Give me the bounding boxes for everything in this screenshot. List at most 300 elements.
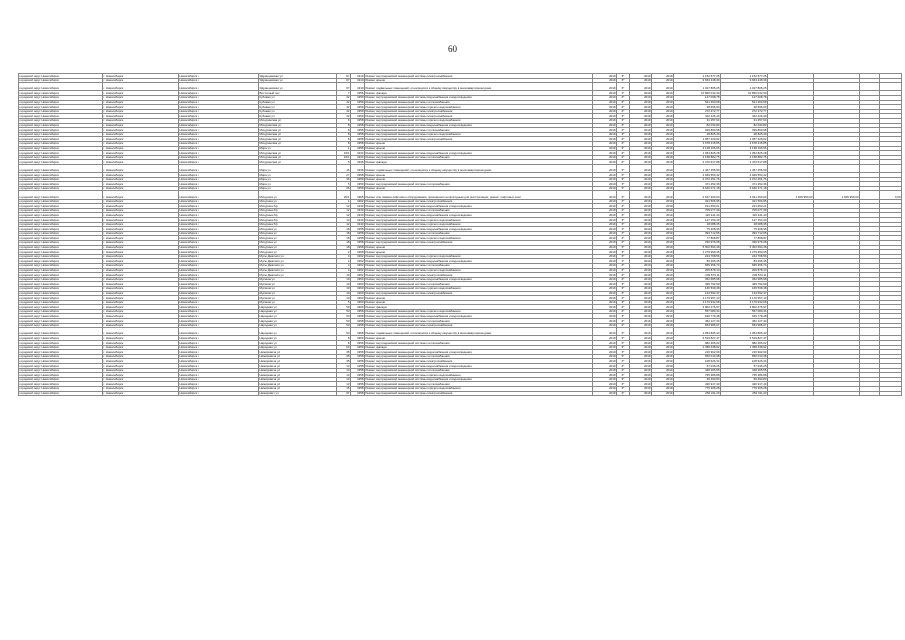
table-cell: городской округ Новосибирск	[19, 160, 103, 165]
table-cell: Мичурина ул	[259, 236, 337, 241]
table-cell: 4 138 106,66	[721, 146, 768, 151]
table-cell: Новосибирск г	[179, 263, 259, 268]
table-cell: 6 640 271,18	[721, 186, 768, 191]
table-cell: 2019	[652, 314, 674, 319]
table-cell: 6*	[617, 218, 630, 223]
table-cell: 2	[337, 250, 351, 255]
table-cell: 6*	[617, 305, 630, 310]
table-cell: Немировича ул	[259, 382, 337, 387]
table-cell: 1 054 805,43	[721, 328, 768, 336]
table-cell: 1958	[351, 123, 365, 128]
table-cell: 2019	[630, 141, 652, 146]
table-cell: 6*	[617, 118, 630, 123]
table-cell: 2019	[652, 213, 674, 218]
table-cell: 2019	[593, 236, 617, 241]
table-cell: 2019	[593, 182, 617, 187]
table-cell: г. Новосибирск	[103, 336, 179, 341]
table-cell	[860, 164, 880, 172]
table-cell: г. Новосибирск	[103, 345, 179, 350]
table-cell: 2019	[593, 78, 617, 83]
table-cell: 779 305,28	[674, 386, 721, 391]
table-cell: г. Новосибирск	[103, 146, 179, 151]
table-cell: 1958	[351, 377, 365, 382]
table-cell: 1 054 825,28	[674, 151, 721, 156]
table-cell: Ядринцевская ул	[259, 83, 337, 91]
table-cell: Новосибирск г	[179, 386, 259, 391]
table-cell: 2019	[593, 74, 617, 79]
table-cell: 1960	[351, 291, 365, 296]
table-cell: г. Новосибирск	[103, 231, 179, 236]
table-cell: 134 592,47	[721, 291, 768, 296]
table-cell: 6*	[617, 109, 630, 114]
table-cell: 1962	[351, 263, 365, 268]
table-cell: 127 154,40	[721, 218, 768, 223]
table-cell: 1959	[351, 109, 365, 114]
table-cell: Ремонт внутридомовой инженерной системы теплоснабжения	[365, 382, 593, 387]
table-cell: 471 252,36	[721, 182, 768, 187]
table-cell: Ремонт внутридомовой инженерной системы электроснабжения	[365, 199, 593, 204]
table-cell: городской округ Новосибирск	[19, 222, 103, 227]
table-cell: 69 493,83	[721, 377, 768, 382]
table-cell: 127 154,40	[674, 218, 721, 223]
table-cell: Мичурина б/р	[259, 213, 337, 218]
table-cell: 765 386,88	[674, 373, 721, 378]
table-cell: г. Новосибирск	[103, 328, 179, 336]
table-cell: 42	[337, 95, 351, 100]
table-cell: 2019	[652, 222, 674, 227]
table-cell: 1	[337, 146, 351, 151]
table-cell: 6*	[617, 250, 630, 255]
table-cell: 3 802 476,97	[674, 305, 721, 310]
table-cell: 2019	[593, 173, 617, 178]
table-cell: 35	[337, 359, 351, 364]
table-cell: г. Новосибирск	[103, 141, 179, 146]
table-cell: 1960	[351, 336, 365, 341]
table-cell: 2019	[593, 137, 617, 142]
table-cell: 1910	[351, 83, 365, 91]
table-cell: Новосибирск г	[179, 291, 259, 296]
table-cell: 272 472,77	[721, 109, 768, 114]
table-cell: 18	[337, 245, 351, 250]
table-cell: 2019	[652, 240, 674, 245]
table-cell: 2019	[593, 199, 617, 204]
table-cell: Ремонт внутридомовой инженерной системы водоснабжения и водоотведения	[365, 377, 593, 382]
table-cell: Мира ул	[259, 173, 337, 178]
table-cell: Новосибирск г	[179, 245, 259, 250]
table-cell: 2019	[652, 78, 674, 83]
table-cell: Новосибирск г	[179, 231, 259, 236]
table-cell: 6*	[617, 227, 630, 232]
table-cell: 2019	[630, 91, 652, 96]
table-cell: 1960	[351, 282, 365, 287]
table-cell: 6*	[617, 155, 630, 160]
table-cell: городской округ Новосибирск	[19, 199, 103, 204]
table-cell: 2019	[652, 137, 674, 142]
table-cell	[768, 83, 814, 91]
table-cell: 6*	[617, 236, 630, 241]
table-cell: 7	[337, 91, 351, 96]
table-cell: г. Новосибирск	[103, 314, 179, 319]
table-cell: 2019	[630, 222, 652, 227]
table-cell: 2019	[593, 336, 617, 341]
table-cell: 6*	[617, 323, 630, 328]
table-cell: Ремонт подвальных помещений, относящихся к общему имуществу в многоквартирном доме	[365, 164, 593, 172]
table-cell: 42	[337, 109, 351, 114]
table-cell	[880, 328, 902, 336]
table-cell: 2019	[652, 300, 674, 305]
table-cell: 42	[337, 114, 351, 119]
table-cell: 2019	[593, 300, 617, 305]
table-cell: 166 539,48	[721, 286, 768, 291]
table-cell: 2019	[652, 286, 674, 291]
table-cell: 393 712,65	[721, 231, 768, 236]
table-cell: Мичурина б/р	[259, 204, 337, 209]
table-cell: 2019	[652, 132, 674, 137]
table-cell: г. Новосибирск	[103, 227, 179, 232]
table-cell: 2019	[593, 305, 617, 310]
table-cell: Ремонт внутридомовой инженерной системы электроснабжения	[365, 391, 593, 396]
table-cell: 557 080,34	[721, 309, 768, 314]
table-cell: 2019	[630, 328, 652, 336]
table-cell: 2019	[630, 236, 652, 241]
table-cell: 2019	[593, 386, 617, 391]
table-cell: 2019	[652, 177, 674, 182]
table-cell: г. Новосибирск	[103, 386, 179, 391]
table-cell: Мичурина ул	[259, 191, 337, 199]
table-cell: 6*	[617, 309, 630, 314]
table-cell: 77 808,87	[674, 236, 721, 241]
table-cell: 127 008,78	[721, 95, 768, 100]
table-cell: городской округ Новосибирск	[19, 208, 103, 213]
table-cell: Новосибирск г	[179, 141, 259, 146]
table-cell: 75 308,36	[721, 227, 768, 232]
table-cell: 779 305,28	[721, 386, 768, 391]
table-cell: 2019	[630, 199, 652, 204]
table-cell: 2019	[630, 74, 652, 79]
table-cell: 2019	[593, 95, 617, 100]
table-cell: г. Новосибирск	[103, 137, 179, 142]
table-cell: 2019	[652, 373, 674, 378]
table-cell: 38 696,60	[674, 105, 721, 110]
table-cell: 2019	[652, 328, 674, 336]
table-cell: 4	[337, 254, 351, 259]
table-cell: Новосибирск г	[179, 300, 259, 305]
table-cell: 2019	[630, 254, 652, 259]
table-cell: г. Новосибирск	[103, 359, 179, 364]
table-cell: городской округ Новосибирск	[19, 359, 103, 364]
table-cell: 2019	[630, 309, 652, 314]
table-cell: 1962	[351, 268, 365, 273]
table-cell: 16/1	[337, 151, 351, 156]
table-cell: Ремонт внутридомовой инженерной системы горячего водоснабжения	[365, 105, 593, 110]
table-cell: Новосибирск г	[179, 350, 259, 355]
table-cell: 2019	[593, 227, 617, 232]
table-row	[19, 191, 902, 199]
table-cell: Ремонт внутридомовой инженерной системы электроснабжения	[365, 109, 593, 114]
table-cell: Новосибирск г	[179, 345, 259, 350]
table-cell: городской округ Новосибирск	[19, 319, 103, 324]
table-cell: городской округ Новосибирск	[19, 391, 103, 396]
table-cell: Народная ул	[259, 319, 337, 324]
table-cell: 2019	[630, 277, 652, 282]
table-cell: Новосибирск г	[179, 146, 259, 151]
table-cell: Ремонт внутридомовой инженерной системы электроснабжения	[365, 273, 593, 278]
table-cell: 134 592,47	[674, 291, 721, 296]
table-cell: 2019	[652, 236, 674, 241]
table-cell: г. Новосибирск	[103, 286, 179, 291]
table-cell: 1958	[351, 368, 365, 373]
table-cell: 1958	[351, 319, 365, 324]
table-cell: 2 176 957,13	[721, 296, 768, 301]
table-cell: 1940	[351, 222, 365, 227]
table-cell: г. Новосибирск	[103, 186, 179, 191]
table-cell: 1 467 456,90	[721, 164, 768, 172]
table-cell: 2019	[630, 118, 652, 123]
table-cell: 1960	[351, 296, 365, 301]
table-cell: 1940	[351, 213, 365, 218]
table-cell: Новосибирск г	[179, 218, 259, 223]
table-cell: 53	[337, 319, 351, 324]
table-cell: 82 034,83	[721, 123, 768, 128]
table-cell: 13	[337, 364, 351, 369]
table-cell: 6*	[617, 296, 630, 301]
table-cell: Ремонт фасада	[365, 305, 593, 310]
table-cell: 216 902,90	[674, 350, 721, 355]
table-cell: городской округ Новосибирск	[19, 377, 103, 382]
table-cell: Ремонт крыши	[365, 78, 593, 83]
table-cell: 2019	[593, 359, 617, 364]
table-cell: 6*	[617, 259, 630, 264]
table-cell: 339 860,98	[674, 128, 721, 133]
table-cell: 2019	[652, 336, 674, 341]
table-cell: 1959	[351, 177, 365, 182]
table-cell: 4 637 300,00	[674, 191, 721, 199]
table-cell: Мусы Джалиля ул	[259, 259, 337, 264]
table-cell: 12	[337, 222, 351, 227]
table-cell: городской округ Новосибирск	[19, 151, 103, 156]
table-cell: городской округ Новосибирск	[19, 118, 103, 123]
table-cell: Мичурина ул	[259, 245, 337, 250]
table-cell: 35	[337, 350, 351, 355]
table-cell: 6*	[617, 382, 630, 387]
table-cell: г. Новосибирск	[103, 218, 179, 223]
table-cell: г. Новосибирск	[103, 78, 179, 83]
table-cell: 2019	[652, 282, 674, 287]
table-cell: 422 426,40	[721, 114, 768, 119]
table-cell: Новосибирск г	[179, 259, 259, 264]
table-cell: Ремонт внутридомовой инженерной системы горячего водоснабжения	[365, 254, 593, 259]
table-cell: городской округ Новосибирск	[19, 182, 103, 187]
table-cell: Новосибирск г	[179, 222, 259, 227]
table-cell: 5	[337, 160, 351, 165]
table-cell	[814, 328, 860, 336]
table-cell: городской округ Новосибирск	[19, 204, 103, 209]
table-cell: городской округ Новосибирск	[19, 227, 103, 232]
table-cell: Новосибирск г	[179, 368, 259, 373]
table-cell: Ремонт крыши	[365, 296, 593, 301]
table-cell: 67	[337, 74, 351, 79]
table-cell: 2019	[652, 164, 674, 172]
table-cell: 2019	[593, 328, 617, 336]
table-cell	[880, 83, 902, 91]
table-cell: 1 605 950,00	[768, 191, 814, 199]
table-cell: Новосибирск г	[179, 182, 259, 187]
table-cell: 31 257,04	[721, 118, 768, 123]
table-cell: 2019	[652, 146, 674, 151]
table-cell: 1958	[351, 118, 365, 123]
table-cell: 2 470 617,88	[674, 160, 721, 165]
table-cell: 2019	[652, 245, 674, 250]
table-cell: 653 985,07	[674, 323, 721, 328]
table-cell: 6*	[617, 123, 630, 128]
table-cell: Ремонт внутридомовой инженерной системы водоснабжения и водоотведения	[365, 204, 593, 209]
table-cell: городской округ Новосибирск	[19, 291, 103, 296]
table-cell: городской округ Новосибирск	[19, 123, 103, 128]
table-cell: Новосибирск г	[179, 359, 259, 364]
table-cell: 2019	[630, 213, 652, 218]
table-cell: 6*	[617, 173, 630, 178]
table-cell: 2019	[593, 314, 617, 319]
table-cell: 1962	[351, 273, 365, 278]
table-cell: г. Новосибирск	[103, 254, 179, 259]
table-cell: 6 640 271,18	[674, 186, 721, 191]
table-cell: 18 088,35	[674, 222, 721, 227]
table-cell: 2019	[593, 364, 617, 369]
table-cell: 2019	[630, 273, 652, 278]
table-cell: городской округ Новосибирск	[19, 78, 103, 83]
table-cell: г. Новосибирск	[103, 273, 179, 278]
table-cell: городской округ Новосибирск	[19, 105, 103, 110]
table-cell: 6*	[617, 282, 630, 287]
table-cell: 2019	[630, 319, 652, 324]
table-cell: Мичуринская ул	[259, 151, 337, 156]
table-cell: 2019	[652, 382, 674, 387]
table-cell: городской округ Новосибирск	[19, 259, 103, 264]
table-cell: Мусиков ул	[259, 286, 337, 291]
table-cell: 53	[337, 309, 351, 314]
table-cell: 1959	[351, 186, 365, 191]
table-cell: 6*	[617, 105, 630, 110]
table-cell: городской округ Новосибирск	[19, 186, 103, 191]
table-cell: Новосибирск г	[179, 151, 259, 156]
table-cell: 2019	[593, 109, 617, 114]
table-cell: Ремонт внутридомовой инженерной системы теплоснабжения	[365, 182, 593, 187]
table-cell: 471 252,36	[674, 182, 721, 187]
table-cell	[814, 164, 860, 172]
table-cell: Новосибирск г	[179, 268, 259, 273]
table-cell: г. Новосибирск	[103, 74, 179, 79]
table-cell: 2019	[593, 141, 617, 146]
table-cell: 2019	[652, 323, 674, 328]
table-cell: Новосибирск г	[179, 100, 259, 105]
table-cell: городской округ Новосибирск	[19, 268, 103, 273]
table-cell: 38 696,60	[721, 105, 768, 110]
table-cell: Ремонт фасада	[365, 345, 593, 350]
table-cell: 2019	[593, 382, 617, 387]
table-cell: 2019	[652, 114, 674, 119]
table-cell: городской округ Новосибирск	[19, 141, 103, 146]
table-cell: 15	[337, 386, 351, 391]
table-cell: 2019	[652, 182, 674, 187]
table-cell: 422 426,40	[674, 114, 721, 119]
table-cell: 13	[337, 377, 351, 382]
table-cell: 2019	[593, 323, 617, 328]
table-cell: 2019	[630, 78, 652, 83]
table-cell: Ремонт внутридомовой инженерной системы электроснабжения	[365, 137, 593, 142]
table-cell: 2019	[593, 391, 617, 396]
table-cell: г. Новосибирск	[103, 204, 179, 209]
table-cell: г. Новосибирск	[103, 236, 179, 241]
table-cell: Ядринцевская ул	[259, 78, 337, 83]
table-cell: 206 878,13	[674, 268, 721, 273]
table-cell: 6*	[617, 319, 630, 324]
table-cell: Ремонт внутридомовой инженерной системы водоснабжения и водоотведения	[365, 350, 593, 355]
table-cell: 252 311,23	[674, 391, 721, 396]
table-cell: Ремонт крыши	[365, 250, 593, 255]
table-cell: Мичурина б/р	[259, 208, 337, 213]
table-cell: 272 472,77	[674, 109, 721, 114]
table-cell: 1 057 329,02	[721, 137, 768, 142]
table-cell: 6*	[617, 222, 630, 227]
table-cell: Мусы Джалиля ул	[259, 263, 337, 268]
table-cell: 18	[337, 227, 351, 232]
table-cell: 1958	[351, 314, 365, 319]
table-cell: 1958	[351, 236, 365, 241]
table-cell: 2019	[652, 105, 674, 110]
table-cell: Немировича ул	[259, 368, 337, 373]
table-cell: 2019	[652, 305, 674, 310]
table-cell: 2019	[630, 137, 652, 142]
table-cell: городской округ Новосибирск	[19, 128, 103, 133]
table-cell: Ремонт внутридомовой инженерной системы теплоснабжения	[365, 354, 593, 359]
table-cell: г. Новосибирск	[103, 182, 179, 187]
table-cell: 2019	[630, 114, 652, 119]
table-cell: Новосибирск г	[179, 137, 259, 142]
table-cell: Мичурина ул	[259, 231, 337, 236]
table-cell: Немировича ул	[259, 386, 337, 391]
table-cell: 2019	[630, 373, 652, 378]
table-cell: г. Новосибирск	[103, 309, 179, 314]
table-cell: 1 054 825,28	[721, 151, 768, 156]
table-cell: 4 949 553,42	[674, 173, 721, 178]
table-cell: 2019	[652, 204, 674, 209]
table-cell: 10 860 042,30	[721, 91, 768, 96]
table-cell: 18	[337, 236, 351, 241]
table-cell: Новосибирск г	[179, 382, 259, 387]
table-cell: г. Новосибирск	[103, 177, 179, 182]
table-cell: 2019	[652, 291, 674, 296]
table-cell: 352 685,98	[721, 277, 768, 282]
capital-repair-table	[18, 73, 902, 396]
table-cell: 6*	[617, 151, 630, 156]
table-cell: 2019	[630, 231, 652, 236]
table-cell: 557 080,34	[674, 309, 721, 314]
table-cell: 1958	[351, 137, 365, 142]
table-cell: 2019	[630, 173, 652, 178]
table-cell: 705 077,39	[721, 208, 768, 213]
table-cell: Новосибирск г	[179, 208, 259, 213]
table-cell: 2019	[630, 354, 652, 359]
table-cell: 83 296,45	[674, 259, 721, 264]
table-cell: 2019	[630, 208, 652, 213]
table-cell: Мусиков ул	[259, 282, 337, 287]
table-cell: 1958	[351, 359, 365, 364]
table-cell: городской округ Новосибирск	[19, 173, 103, 178]
table-cell: Новосибирск г	[179, 236, 259, 241]
table-cell: 2 176 957,13	[674, 296, 721, 301]
table-cell: Ремонт внутридомовой инженерной системы теплоснабжения	[365, 231, 593, 236]
table-cell: 2019	[652, 296, 674, 301]
